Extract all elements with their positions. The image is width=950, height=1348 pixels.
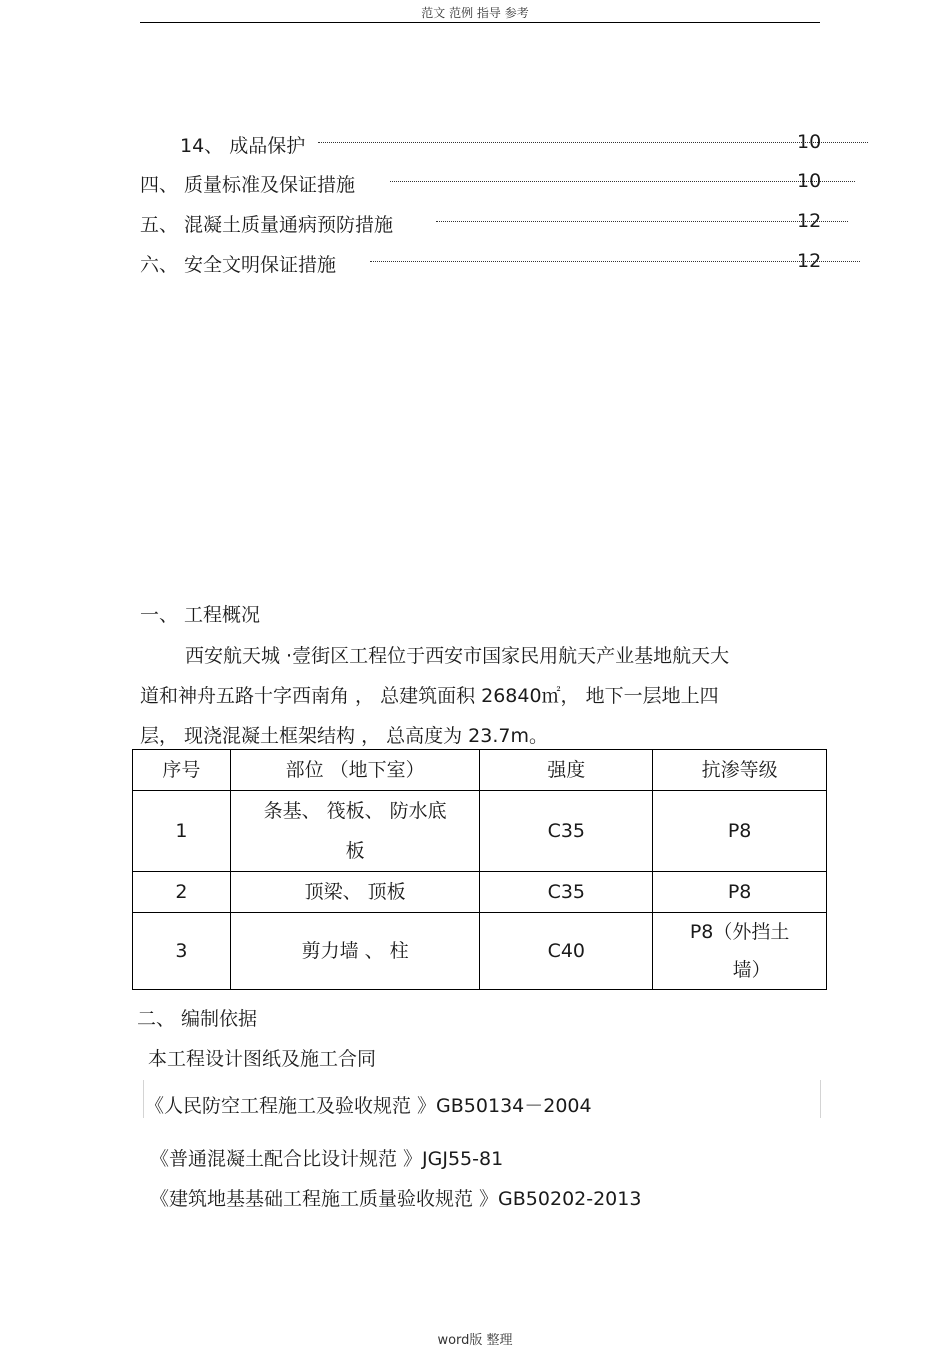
cell-line: 板 xyxy=(345,840,365,862)
toc-entry-label: 五、 混凝土质量通病预防措施 xyxy=(140,214,394,236)
text-box-edge xyxy=(820,1080,821,1118)
reference-item: 《人民防空工程施工及验收规范 》GB50134－2004 xyxy=(145,1095,592,1117)
cell-line: 条基、 筏板、 防水底 xyxy=(263,800,447,822)
table-row xyxy=(133,913,827,990)
toc-leader-dots xyxy=(436,220,848,222)
toc-leader-dots xyxy=(318,141,868,143)
section-heading: 一、 工程概况 xyxy=(140,604,261,626)
column-header: 序号 xyxy=(133,750,231,791)
table-header-row xyxy=(133,750,827,791)
table-cell: 3 xyxy=(133,913,231,990)
table-cell: C35 xyxy=(480,791,653,872)
table-cell xyxy=(653,913,827,990)
table-cell: C40 xyxy=(480,913,653,990)
table-cell: 顶梁、 顶板 xyxy=(230,872,480,913)
table-row xyxy=(133,872,827,913)
table-cell: P8 xyxy=(653,791,827,872)
table-cell xyxy=(230,791,480,872)
column-header: 强度 xyxy=(480,750,653,791)
toc-entry-label: 14、 成品保护 xyxy=(180,135,306,157)
paragraph-line: 层， 现浇混凝土框架结构 ， 总高度为 23.7m。 xyxy=(140,725,548,747)
table-cell: P8 xyxy=(653,872,827,913)
toc-entry-page: 12 xyxy=(797,210,822,232)
toc-entry-page: 10 xyxy=(797,131,822,153)
table-cell: C35 xyxy=(480,872,653,913)
reference-item: 《普通混凝土配合比设计规范 》JGJ55-81 xyxy=(150,1148,504,1170)
column-header: 部位 （地下室） xyxy=(230,750,480,791)
page-footer: word版 整理 xyxy=(437,1333,513,1348)
toc-entry-label: 六、 安全文明保证措施 xyxy=(140,254,337,276)
section-heading: 二、 编制依据 xyxy=(137,1008,258,1030)
text-box-edge xyxy=(143,1080,144,1118)
page-header: 范文 范例 指导 参考 xyxy=(421,6,529,20)
toc-entry[interactable] xyxy=(0,210,950,236)
toc-entry-page: 10 xyxy=(797,170,822,192)
table-cell: 剪力墙 、 柱 xyxy=(230,913,480,990)
toc-entry-label: 四、 质量标准及保证措施 xyxy=(140,174,356,196)
column-header: 抗渗等级 xyxy=(653,750,827,791)
header-rule xyxy=(140,22,820,23)
toc-entry[interactable] xyxy=(0,131,950,157)
paragraph-line: 西安航天城 ·壹街区工程位于西安市国家民用航天产业基地航天大 xyxy=(185,645,730,667)
cell-line: 墙） xyxy=(732,959,771,981)
table-cell: 1 xyxy=(133,791,231,872)
cell-line: P8（外挡土 xyxy=(689,921,790,943)
toc-entry[interactable] xyxy=(0,250,950,276)
paragraph-line: 道和神舟五路十字西南角 ， 总建筑面积 26840㎡， 地下一层地上四 xyxy=(140,685,719,707)
toc-entry[interactable] xyxy=(0,170,950,196)
toc-leader-dots xyxy=(390,180,855,182)
concrete-spec-table xyxy=(132,749,827,990)
reference-item: 《建筑地基基础工程施工质量验收规范 》GB50202-2013 xyxy=(150,1188,642,1210)
table-cell: 2 xyxy=(133,872,231,913)
table-row xyxy=(133,791,827,872)
toc-leader-dots xyxy=(370,260,860,262)
reference-item: 本工程设计图纸及施工合同 xyxy=(148,1048,377,1070)
toc-entry-page: 12 xyxy=(797,250,822,272)
